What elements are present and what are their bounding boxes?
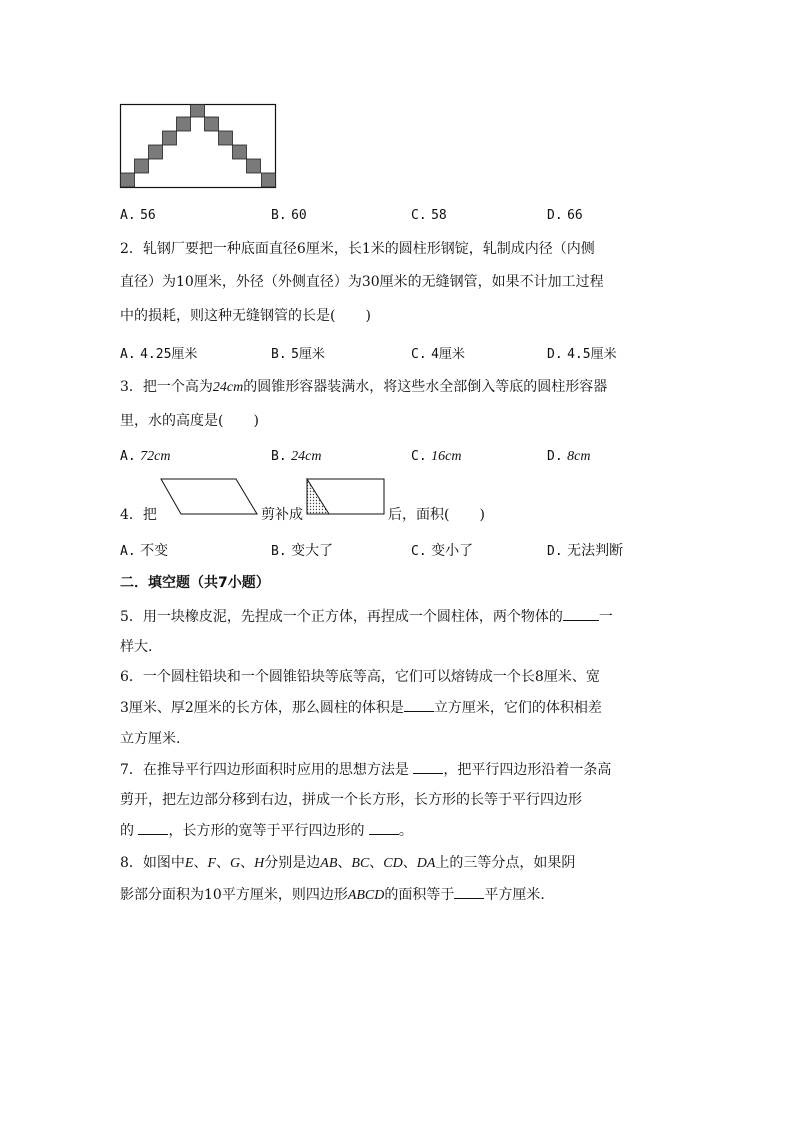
q4-prefix: 4．把 bbox=[120, 507, 157, 523]
q4-option-b[interactable]: B. 变大了 bbox=[271, 543, 334, 559]
q6-line-2: 3厘米、厚2厘米的长方体，那么圆柱的体积是 立方厘米，它们的体积相差 bbox=[120, 700, 602, 716]
q1-option-a[interactable]: A. 56 bbox=[120, 208, 156, 223]
q3-line-1: 3．把一个高为24cm的圆锥形容器装满水，将这些水全部倒入等底的圆柱形容器 bbox=[120, 379, 608, 395]
q4-mid-text: 剪补成 bbox=[261, 507, 303, 523]
q5-line-2: 样大. bbox=[120, 639, 153, 655]
parallelogram-figure bbox=[158, 478, 260, 516]
staircase-squares-figure bbox=[118, 102, 278, 190]
q3-option-c[interactable]: C. 16cm bbox=[411, 449, 462, 464]
q1-option-d[interactable]: D. 66 bbox=[547, 208, 583, 223]
q3-option-b[interactable]: B. 24cm bbox=[271, 449, 322, 464]
q2-option-b[interactable]: B. 5厘米 bbox=[271, 347, 325, 362]
q2-line-2: 直径）为10厘米，外径（外侧直径）为30厘米的无缝钢管，如果不计加工过程 bbox=[120, 274, 604, 290]
q1-option-c[interactable]: C. 58 bbox=[411, 208, 447, 223]
q7-line-3: 的 ，长方形的宽等于平行四边形的 。 bbox=[120, 823, 413, 839]
q2-option-c[interactable]: C. 4厘米 bbox=[411, 347, 465, 362]
rectangle-cut-figure bbox=[306, 478, 386, 516]
q2-option-d[interactable]: D. 4.5厘米 bbox=[547, 347, 617, 362]
q3-option-a[interactable]: A. 72cm bbox=[120, 449, 171, 464]
q8-line-1: 8．如图中E、F、G、H分别是边AB、BC、CD、DA上的三等分点，如果阴 bbox=[120, 855, 576, 871]
q5-line-1: 5．用一块橡皮泥，先捏成一个正方体，再捏成一个圆柱体，两个物体的 一 bbox=[120, 609, 613, 625]
q2-line-3: 中的损耗，则这种无缝钢管的长是( ) bbox=[120, 308, 371, 324]
q4-option-c[interactable]: C. 变小了 bbox=[411, 543, 474, 559]
q3-option-d[interactable]: D. 8cm bbox=[547, 449, 591, 464]
q4-option-a[interactable]: A. 不变 bbox=[120, 543, 169, 559]
q4-suffix: 后，面积( ) bbox=[388, 507, 485, 523]
q3-line-2: 里，水的高度是( ) bbox=[120, 413, 259, 429]
q6-line-3: 立方厘米. bbox=[120, 731, 181, 747]
q4-option-d[interactable]: D. 无法判断 bbox=[547, 543, 624, 559]
q8-line-2: 影部分面积为10平方厘米，则四边形ABCD的面积等于 平方厘米. bbox=[120, 887, 545, 903]
q7-line-1: 7．在推导平行四边形面积时应用的思想方法是 ，把平行四边形沿着一条高 bbox=[120, 762, 612, 778]
q7-line-2: 剪开，把左边部分移到右边，拼成一个长方形，长方形的长等于平行四边形 bbox=[120, 792, 582, 808]
q2-option-a[interactable]: A. 4.25厘米 bbox=[120, 347, 198, 362]
section-2-title: 二．填空题（共7小题） bbox=[120, 575, 270, 591]
q6-line-1: 6．一个圆柱铅块和一个圆锥铅块等底等高，它们可以熔铸成一个长8厘米、宽 bbox=[120, 669, 600, 685]
q2-line-1: 2．轧钢厂要把一种底面直径6厘米，长1米的圆柱形钢锭，轧制成内径（内侧 bbox=[120, 241, 595, 257]
q1-option-b[interactable]: B. 60 bbox=[271, 208, 307, 223]
